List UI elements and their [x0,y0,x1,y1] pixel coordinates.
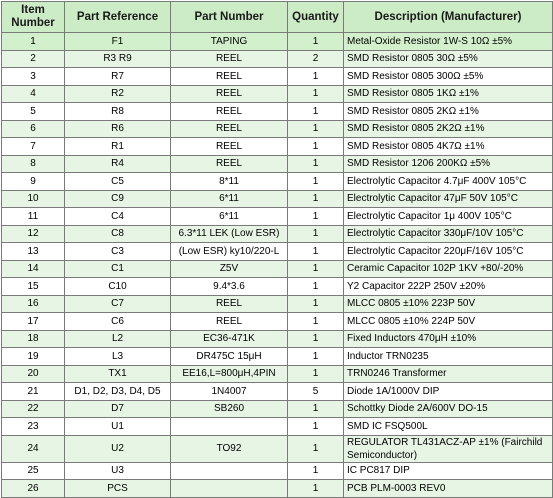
quantity-cell: 1 [288,120,344,138]
table-header-row [2,2,553,33]
item-number-cell: 14 [2,260,65,278]
quantity-cell: 1 [288,418,344,436]
description-cell: Ceramic Capacitor 102P 1KV +80/-20% [344,260,553,278]
part-number-cell: TAPING [171,33,288,51]
description-cell: Electrolytic Capacitor 47μF 50V 105°C [344,190,553,208]
item-number-cell: 2 [2,50,65,68]
description-cell: SMD Resistor 0805 300Ω ±5% [344,68,553,86]
part-reference-cell: PCS [65,480,171,498]
table-row [2,418,553,436]
part-number-cell: REEL [171,68,288,86]
part-number-cell [171,418,288,436]
header-description: Description (Manufacturer) [344,2,553,33]
part-reference-cell: R3 R9 [65,50,171,68]
quantity-cell: 5 [288,383,344,401]
item-number-cell: 7 [2,138,65,156]
table-row [2,68,553,86]
table-row [2,313,553,331]
part-number-cell: REEL [171,313,288,331]
part-number-cell: REEL [171,50,288,68]
part-reference-cell: C4 [65,208,171,226]
part-number-cell: EE16,L=800μH,4PIN [171,365,288,383]
part-number-cell: TO92 [171,435,288,462]
table-row [2,400,553,418]
header-part-number: Part Number [171,2,288,33]
quantity-cell: 1 [288,278,344,296]
description-cell: Electrolytic Capacitor 220μF/16V 105°C [344,243,553,261]
table-row [2,33,553,51]
item-number-cell: 1 [2,33,65,51]
description-cell: SMD Resistor 0805 30Ω ±5% [344,50,553,68]
quantity-cell: 1 [288,365,344,383]
quantity-cell: 1 [288,68,344,86]
item-number-cell: 26 [2,480,65,498]
part-reference-cell: F1 [65,33,171,51]
quantity-cell: 1 [288,462,344,480]
part-reference-cell: R8 [65,103,171,121]
quantity-cell: 1 [288,190,344,208]
description-cell: MLCC 0805 ±10% 224P 50V [344,313,553,331]
table-row [2,278,553,296]
description-cell: Inductor TRN0235 [344,348,553,366]
description-cell: Fixed Inductors 470μH ±10% [344,330,553,348]
table-row [2,480,553,498]
item-number-cell: 5 [2,103,65,121]
quantity-cell: 1 [288,435,344,462]
quantity-cell: 1 [288,138,344,156]
quantity-cell: 1 [288,313,344,331]
part-reference-cell: C7 [65,295,171,313]
description-cell: MLCC 0805 ±10% 223P 50V [344,295,553,313]
part-number-cell: 6*11 [171,190,288,208]
part-reference-cell: L2 [65,330,171,348]
quantity-cell: 1 [288,85,344,103]
quantity-cell: 1 [288,260,344,278]
description-cell: REGULATOR TL431ACZ-AP ±1% (Fairchild Semiconductor) [344,435,553,462]
part-number-cell: 8*11 [171,173,288,191]
part-reference-cell: R7 [65,68,171,86]
description-cell: SMD Resistor 0805 4K7Ω ±1% [344,138,553,156]
item-number-cell: 22 [2,400,65,418]
part-reference-cell: C10 [65,278,171,296]
item-number-cell: 18 [2,330,65,348]
table-row [2,85,553,103]
description-cell: TRN0246 Transformer [344,365,553,383]
item-number-cell: 11 [2,208,65,226]
part-number-cell: REEL [171,120,288,138]
description-cell: IC PC817 DIP [344,462,553,480]
part-reference-cell: C5 [65,173,171,191]
part-reference-cell: U1 [65,418,171,436]
quantity-cell: 1 [288,208,344,226]
part-reference-cell: C8 [65,225,171,243]
quantity-cell: 1 [288,295,344,313]
item-number-cell: 21 [2,383,65,401]
header-part-reference: Part Reference [65,2,171,33]
part-number-cell: EC36-471K [171,330,288,348]
part-reference-cell: R6 [65,120,171,138]
part-reference-cell: L3 [65,348,171,366]
item-number-cell: 15 [2,278,65,296]
part-number-cell: Z5V [171,260,288,278]
table-row [2,155,553,173]
description-cell: Y2 Capacitor 222P 250V ±20% [344,278,553,296]
table-row [2,208,553,226]
table-row [2,138,553,156]
item-number-cell: 4 [2,85,65,103]
table-row [2,383,553,401]
item-number-cell: 10 [2,190,65,208]
table-row [2,295,553,313]
table-row [2,348,553,366]
table-row [2,190,553,208]
description-cell: Electrolytic Capacitor 1μ 400V 105°C [344,208,553,226]
part-reference-cell: U2 [65,435,171,462]
part-reference-cell: C3 [65,243,171,261]
table-row [2,243,553,261]
part-number-cell: DR475C 15μH [171,348,288,366]
part-number-cell: 9.4*3.6 [171,278,288,296]
item-number-cell: 25 [2,462,65,480]
quantity-cell: 1 [288,400,344,418]
bom-table [1,1,553,498]
part-reference-cell: R2 [65,85,171,103]
part-number-cell [171,480,288,498]
quantity-cell: 1 [288,348,344,366]
part-number-cell: 6.3*11 LEK (Low ESR) [171,225,288,243]
description-cell: SMD IC FSQ500L [344,418,553,436]
part-number-cell: 1N4007 [171,383,288,401]
description-cell: SMD Resistor 0805 2KΩ ±1% [344,103,553,121]
quantity-cell: 1 [288,225,344,243]
part-reference-cell: D1, D2, D3, D4, D5 [65,383,171,401]
part-number-cell: REEL [171,155,288,173]
quantity-cell: 1 [288,33,344,51]
table-row [2,330,553,348]
description-cell: SMD Resistor 0805 1KΩ ±1% [344,85,553,103]
part-reference-cell: TX1 [65,365,171,383]
quantity-cell: 1 [288,330,344,348]
table-row [2,103,553,121]
item-number-cell: 12 [2,225,65,243]
item-number-cell: 24 [2,435,65,462]
table-row [2,435,553,462]
table-row [2,365,553,383]
part-number-cell: (Low ESR) ky10/220-L [171,243,288,261]
part-reference-cell: D7 [65,400,171,418]
table-row [2,462,553,480]
table-body [2,33,553,498]
quantity-cell: 1 [288,243,344,261]
quantity-cell: 1 [288,155,344,173]
part-reference-cell: R4 [65,155,171,173]
item-number-cell: 3 [2,68,65,86]
quantity-cell: 1 [288,103,344,121]
description-cell: Diode 1A/1000V DIP [344,383,553,401]
header-quantity: Quantity [288,2,344,33]
description-cell: SMD Resistor 1206 200KΩ ±5% [344,155,553,173]
table-row [2,260,553,278]
part-reference-cell: R1 [65,138,171,156]
part-reference-cell: C1 [65,260,171,278]
item-number-cell: 23 [2,418,65,436]
item-number-cell: 20 [2,365,65,383]
part-number-cell: 6*11 [171,208,288,226]
table-row [2,50,553,68]
part-number-cell: SB260 [171,400,288,418]
description-cell: Electrolytic Capacitor 4.7μF 400V 105°C [344,173,553,191]
part-reference-cell: C9 [65,190,171,208]
table-row [2,225,553,243]
description-cell: PCB PLM-0003 REV0 [344,480,553,498]
quantity-cell: 1 [288,173,344,191]
table-row [2,120,553,138]
item-number-cell: 9 [2,173,65,191]
quantity-cell: 1 [288,480,344,498]
description-cell: Metal-Oxide Resistor 1W-S 10Ω ±5% [344,33,553,51]
item-number-cell: 17 [2,313,65,331]
quantity-cell: 2 [288,50,344,68]
part-number-cell: REEL [171,85,288,103]
description-cell: SMD Resistor 0805 2K2Ω ±1% [344,120,553,138]
part-number-cell: REEL [171,138,288,156]
description-cell: Schottky Diode 2A/600V DO-15 [344,400,553,418]
description-cell: Electrolytic Capacitor 330μF/10V 105°C [344,225,553,243]
item-number-cell: 13 [2,243,65,261]
part-number-cell: REEL [171,295,288,313]
item-number-cell: 16 [2,295,65,313]
item-number-cell: 8 [2,155,65,173]
part-number-cell: REEL [171,103,288,121]
part-reference-cell: C6 [65,313,171,331]
part-number-cell [171,462,288,480]
table-row [2,173,553,191]
part-reference-cell: U3 [65,462,171,480]
item-number-cell: 19 [2,348,65,366]
header-item-number: Item Number [2,2,65,33]
item-number-cell: 6 [2,120,65,138]
